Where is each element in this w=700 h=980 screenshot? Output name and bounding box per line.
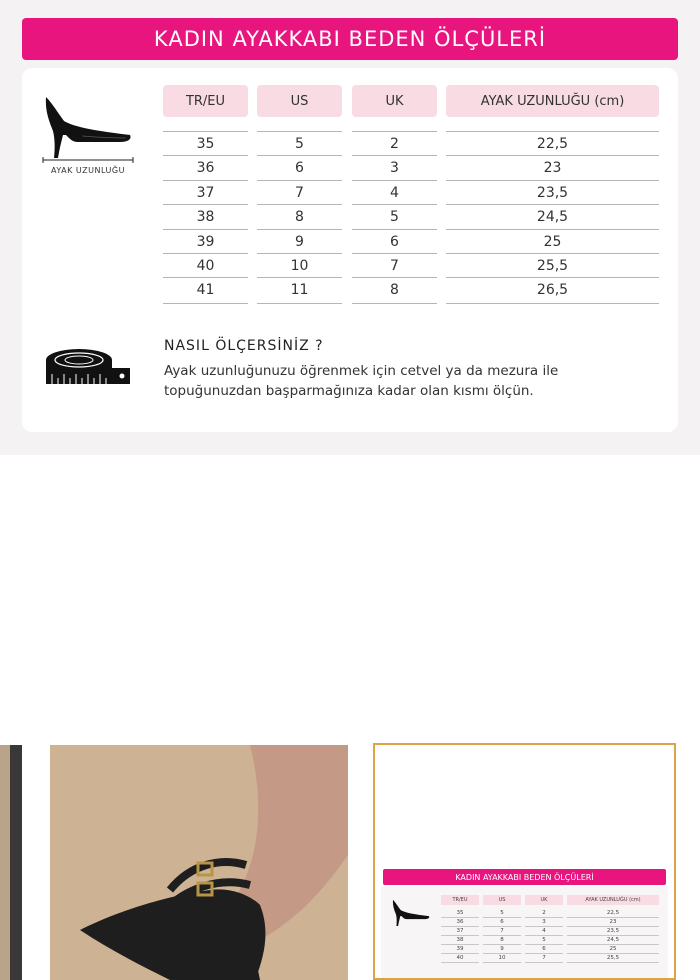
cell-us: 11 — [290, 282, 309, 299]
thumbnail-cell-us: 10 — [498, 955, 506, 961]
thumbnail-row-divider — [483, 962, 521, 963]
thumbnail-cell-uk: 7 — [542, 955, 546, 961]
cell-uk: 4 — [390, 184, 399, 201]
cell-foot-length: 22,5 — [536, 136, 569, 152]
cell-foot-length: 26,5 — [536, 282, 569, 299]
row-divider — [257, 303, 342, 304]
thumbnail-cell-foot-length: 25 — [609, 946, 617, 952]
cell-us: 8 — [295, 209, 304, 226]
cell-us: 9 — [295, 233, 304, 250]
thumbnail-card — [381, 887, 668, 980]
header-foot-length: AYAK UZUNLUĞU (cm) — [446, 85, 659, 117]
cell-uk: 7 — [390, 258, 399, 274]
cell-us: 10 — [290, 258, 309, 274]
measuring-tape-icon — [44, 346, 132, 388]
thumbnail-cell-tr-eu: 40 — [456, 955, 464, 961]
thumbnail-cell-foot-length: 25,5 — [606, 955, 620, 961]
thumbnail-title: KADIN AYAKKABI BEDEN ÖLÇÜLERİ — [383, 869, 666, 885]
header-uk: UK — [352, 85, 437, 117]
size-chart-thumbnail[interactable] — [373, 743, 676, 980]
thumbnail-cell-foot-length: 24,5 — [606, 937, 620, 943]
row-divider — [446, 303, 659, 304]
thumbnail-header-tr-eu: TR/EU — [441, 895, 479, 905]
thumbnail-cell-tr-eu: 37 — [456, 928, 464, 934]
cell-foot-length: 25,5 — [536, 258, 569, 274]
thumbnail-row-divider — [567, 962, 659, 963]
cell-foot-length: 23,5 — [536, 184, 569, 201]
size-chart-area — [0, 0, 700, 455]
thumbnail-cell-foot-length: 23,5 — [606, 928, 620, 934]
thumbnail-shoe-icon — [391, 899, 431, 929]
header-us: US — [257, 85, 342, 117]
thumbnail-cell-tr-eu: 36 — [456, 919, 464, 925]
thumbnail-cell-us: 9 — [500, 946, 504, 952]
thumbnail-cell-tr-eu: 39 — [456, 946, 464, 952]
header-tr-eu: TR/EU — [163, 85, 248, 117]
cell-tr-eu: 37 — [196, 184, 215, 201]
cell-us: 7 — [295, 184, 304, 201]
thumbnail-cell-uk: 2 — [542, 910, 546, 916]
cell-foot-length: 23 — [543, 160, 562, 177]
cell-foot-length: 25 — [543, 233, 562, 250]
cell-tr-eu: 36 — [196, 160, 215, 177]
thumbnail-row-divider — [441, 962, 479, 963]
thumbnail-row-divider — [525, 962, 563, 963]
thumbnail-cell-uk: 3 — [542, 919, 546, 925]
thumbnail-cell-uk: 5 — [542, 937, 546, 943]
cell-foot-length: 24,5 — [536, 209, 569, 226]
cell-tr-eu: 35 — [196, 136, 215, 152]
cell-tr-eu: 41 — [196, 282, 215, 299]
thumbnail-cell-tr-eu: 35 — [456, 910, 464, 916]
size-chart-title: KADIN AYAKKABI BEDEN ÖLÇÜLERİ — [22, 18, 678, 60]
how-to-measure-text: Ayak uzunluğunuzu öğrenmek için cetvel ya da mezura ile topuğunuzdan başparmağınıza kadar olan kısmı ölçün. — [164, 363, 559, 399]
cell-uk: 8 — [390, 282, 399, 299]
size-chart-card — [22, 68, 678, 432]
cell-uk: 3 — [390, 160, 399, 177]
thumbnail-header-foot-length: AYAK UZUNLUĞU (cm) — [567, 895, 659, 905]
thumbnail-header-us: US — [483, 895, 521, 905]
thumbnail-cell-foot-length: 23 — [609, 919, 617, 925]
cell-tr-eu: 40 — [196, 258, 215, 274]
thumbnail-cell-us: 7 — [500, 928, 504, 934]
thumbnail-cell-us: 8 — [500, 937, 504, 943]
product-photo[interactable] — [50, 745, 348, 980]
cell-uk: 5 — [390, 209, 399, 226]
thumbnail-cell-tr-eu: 38 — [456, 937, 464, 943]
cell-uk: 2 — [390, 136, 399, 152]
cell-tr-eu: 38 — [196, 209, 215, 226]
how-to-measure-title: NASIL ÖLÇERSİNİZ ? — [164, 338, 324, 354]
thumbnail-cell-us: 5 — [500, 910, 504, 916]
thumbnail-cell-uk: 4 — [542, 928, 546, 934]
row-divider — [163, 303, 248, 304]
cell-tr-eu: 39 — [196, 233, 215, 250]
shoe-caption: AYAK UZUNLUĞU — [51, 166, 125, 175]
cell-us: 6 — [295, 160, 304, 177]
row-divider — [352, 303, 437, 304]
thumbnail-cell-uk: 6 — [542, 946, 546, 952]
shoe-on-foot-image — [50, 745, 348, 980]
thumbnail-cell-us: 6 — [500, 919, 504, 925]
cell-us: 5 — [295, 136, 304, 152]
product-photo-partial[interactable] — [0, 745, 22, 980]
thumbnail-header-uk: UK — [525, 895, 563, 905]
thumbnail-cell-foot-length: 22,5 — [606, 910, 620, 916]
high-heel-shoe-icon — [42, 95, 134, 165]
cell-uk: 6 — [390, 233, 399, 250]
